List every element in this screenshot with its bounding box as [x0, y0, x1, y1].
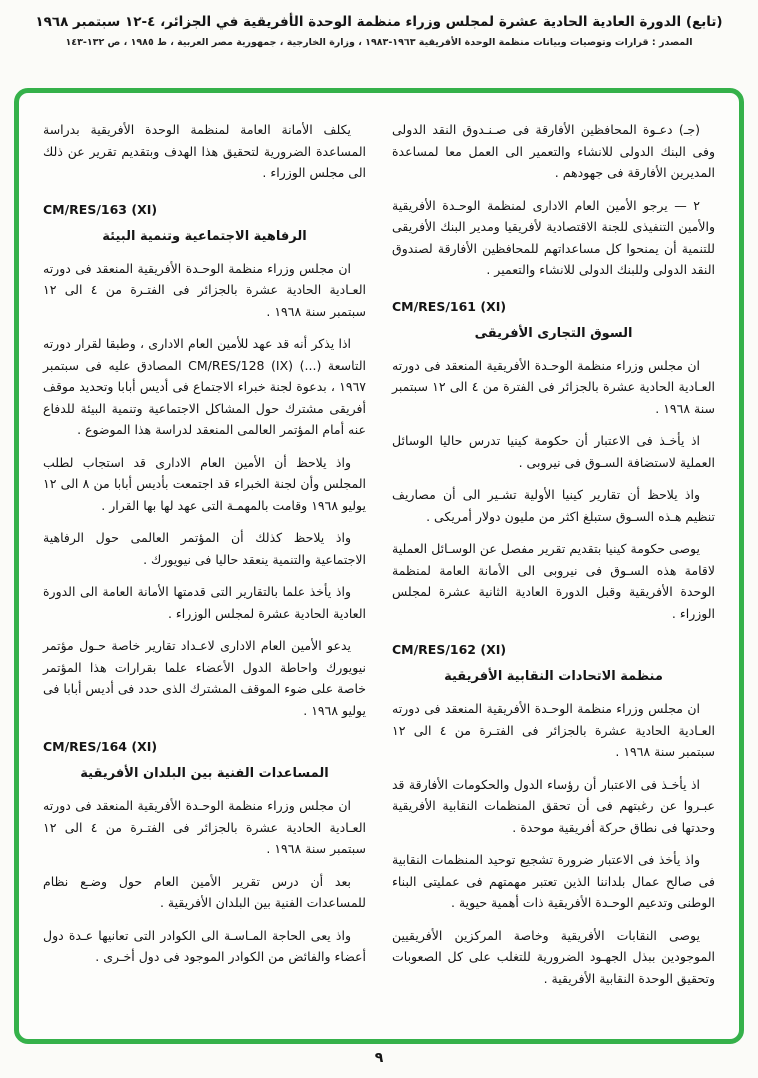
paragraph: ان مجلس وزراء منظمة الوحـدة الأفريقية المنعقد فى دورته العـادية الحادية عشرة بالجزائر فى الفتـرة من ٤ الى ١٢ سبتمبر سنة ١٩٦٨ .	[43, 260, 366, 319]
section-heading: الرفاهية الاجتماعية وتنمية البيئة	[102, 228, 307, 244]
paragraph: واذ يلاحظ كذلك أن المؤتمر العالمى حول الرفاهية الاجتماعية والتنمية ينعقد حاليا فى نيويورك .	[43, 530, 366, 567]
paragraph: واذ يلاحظ أن تقارير كينيا الأولية تشـير الى أن مصاريف تنظيم هـذه السـوق ستبلغ اكثر من مليون دولار أمريكى .	[392, 487, 715, 524]
paragraph: بعد أن درس تقرير الأمين العام حول وضـع نظام للمساعدات الفنية بين البلدان الأفريقية .	[43, 873, 366, 910]
resolution-ref: CM/RES/161 (XI)	[392, 298, 507, 314]
paragraph: ان مجلس وزراء منظمة الوحـدة الأفريقية المنعقد فى دورته العـادية الحادية عشرة بالجزائر فى الفتـرة من ٤ الى ١٢ سبتمبر سنة ١٩٦٨ .	[43, 798, 366, 856]
header-title: (تابع) الدورة العادية الحادية عشرة لمجلس وزراء منظمة الوحدة الأفريقية في الجزائر، ٤-١٢ سبتمبر ١٩٦٨	[35, 14, 723, 30]
paragraph: اذ يأخـذ فى الاعتبار أن رؤساء الدول والحكومات الأفارقة قد عبـروا عن رغبتهم فى أن تحقق المنظمات النقابية الأفريقية وحدتها فى نطاق حركة أفريقية موحدة .	[392, 776, 715, 835]
resolution-ref: CM/RES/164 (XI)	[43, 739, 158, 754]
paragraph: يوصى حكومة كينيا بتقديم تقرير مفصل عن الوسـائل العملية لاقامة هذه السـوق فى نيروبى الى الأمانة العامة لمنظمة الوحدة الأفريقية وقبل الدورة العادية الثانية عشرة لمجلس الوزراء .	[392, 541, 715, 621]
paragraph: ان مجلس وزراء منظمة الوحـدة الأفريقية المنعقد فى دورته العـادية الحادية عشرة بالجزائر فى الفترة من ٤ الى ١٢ سبتمبر سنة ١٩٦٨ .	[392, 357, 715, 416]
paragraph: واذ يعى الحاجة المـاسـة الى الكوادر التى تعانيها عـدة دول أعضاء والفائض من الكوادر الموجود فى دول أخـرى .	[43, 927, 366, 964]
paragraph: ٢ — يرجو الأمين العام الادارى لمنظمة الوحـدة الأفريقية والأمين التنفيذى للجنة الاقتصادية لأفريقيا ومدير البنك الأفريقى للتنمية أن يمنحوا كل مساعداتهم للمحافظين الأفارقة لصندوق النقد الدولى وللبنك الدولى للانشاء والتعمير .	[392, 197, 715, 277]
paragraph: واذ يأخذ علما بالتقارير التى قدمتها الأمانة العامة الى الدورة العادية الحادية عشرة لمجلس الوزراء .	[43, 584, 366, 621]
page-number: ٩	[374, 1050, 384, 1066]
section-heading: المساعدات الفنية بين البلدان الأفريقية	[80, 766, 329, 781]
header-source: المصدر : قرارات وتوصيات وبيانات منظمة الوحدة الأفريقية ١٩٦٣-١٩٨٣ ، وزارة الخارجية ، جمهورية مصر العربية ، ط ١٩٨٥ ، ص ١٣٢-١٤٣	[65, 37, 693, 48]
paragraph: ان مجلس وزراء منظمة الوحـدة الأفريقية المنعقد فى دورته العـادية الحادية عشرة بالجزائر فى الفتـرة من ٤ الى ١٢ سبتمبر سنة ١٩٦٨ .	[392, 701, 715, 759]
document-header	[0, 0, 758, 48]
resolution-ref: CM/RES/163 (XI)	[43, 201, 158, 217]
paragraph: يدعو الأمين العام الادارى لاعـداد تقارير خاصة حـول مؤتمر نيويورك واحاطة الدول الأعضاء علما بقرارات هذا المؤتمر خاصة على ضوء الموقف المشترك الذى حدد فى أديس أبابا فى يوليو ١٩٦٨ .	[43, 638, 366, 718]
resolution-ref: CM/RES/162 (XI)	[392, 642, 507, 657]
paragraph: يكلف الأمانة العامة لمنظمة الوحدة الأفريقية بدراسة المساعدة الضرورية لتحقيق هذا الهدف وبتقديم تقرير عن ذلك الى مجلس الوزراء .	[43, 122, 366, 180]
section-heading: السوق التجارى الأفريقى	[474, 325, 633, 341]
right-column	[392, 119, 715, 1021]
paragraph: واذ يلاحظ أن الأمين العام الادارى قد استجاب لطلب المجلس وأن لجنة الخبراء قد اجتمعت بأديس أبابا من ٨ الى ١٢ يوليو ١٩٦٨ وقامت بالمهمـة التى عهد لها بها القرار .	[43, 454, 366, 513]
paragraph: اذا يذكر أنه قد عهد للأمين العام الادارى ، وطبقا لقرار دورته التاسعة (...) CM/RES/128 (IX) المصادق عليه فى سبتمبر ١٩٦٧ ، بدعوة لجنة خبراء الاجتماع فى أديس أبابا وتحديد موقف أفريقى مشترك حول المشاكل الاجتماعية وتنمية البيئة للدفاع عنه أمام المؤتمر العالمى المنعقد لدراسة هذا الموضوع .	[43, 336, 366, 437]
section-heading: منظمة الاتحادات النقابية الأفريقية	[444, 669, 663, 684]
green-frame	[14, 88, 744, 1044]
paragraph: اذ يأخـذ فى الاعتبار أن حكومة كينيا تدرس حاليا الوسائل العملية لاستضافة السـوق فى نيروبى .	[392, 433, 715, 470]
paragraph: (جـ) دعـوة المحافظين الأفارقة فى صـنـدوق النقد الدولى وفى البنك الدولى للانشاء والتعمير الى العمل معا لمساعدة المديرين الأفارقة فى جهودهم .	[392, 122, 715, 180]
columns	[43, 119, 715, 1021]
paragraph: يوصى النقابات الأفريقية وخاصة المركزين الأفريقيين الموجودين ببذل الجهـود الضرورية للتغلب على كل الصعوبات وتحقيق الوحدة النقابية الأفريقية .	[392, 927, 715, 986]
left-column	[43, 119, 366, 1021]
paragraph: واذ يأخذ فى الاعتبار ضرورة تشجيع توحيد المنظمات النقابية فى صالح عمال بلداننا الذين تعتبر مهمتهم فى عمليتى البناء الوطنى وتدعيم الوحـدة الأفريقية ذات أهمية حيوية .	[392, 852, 715, 910]
